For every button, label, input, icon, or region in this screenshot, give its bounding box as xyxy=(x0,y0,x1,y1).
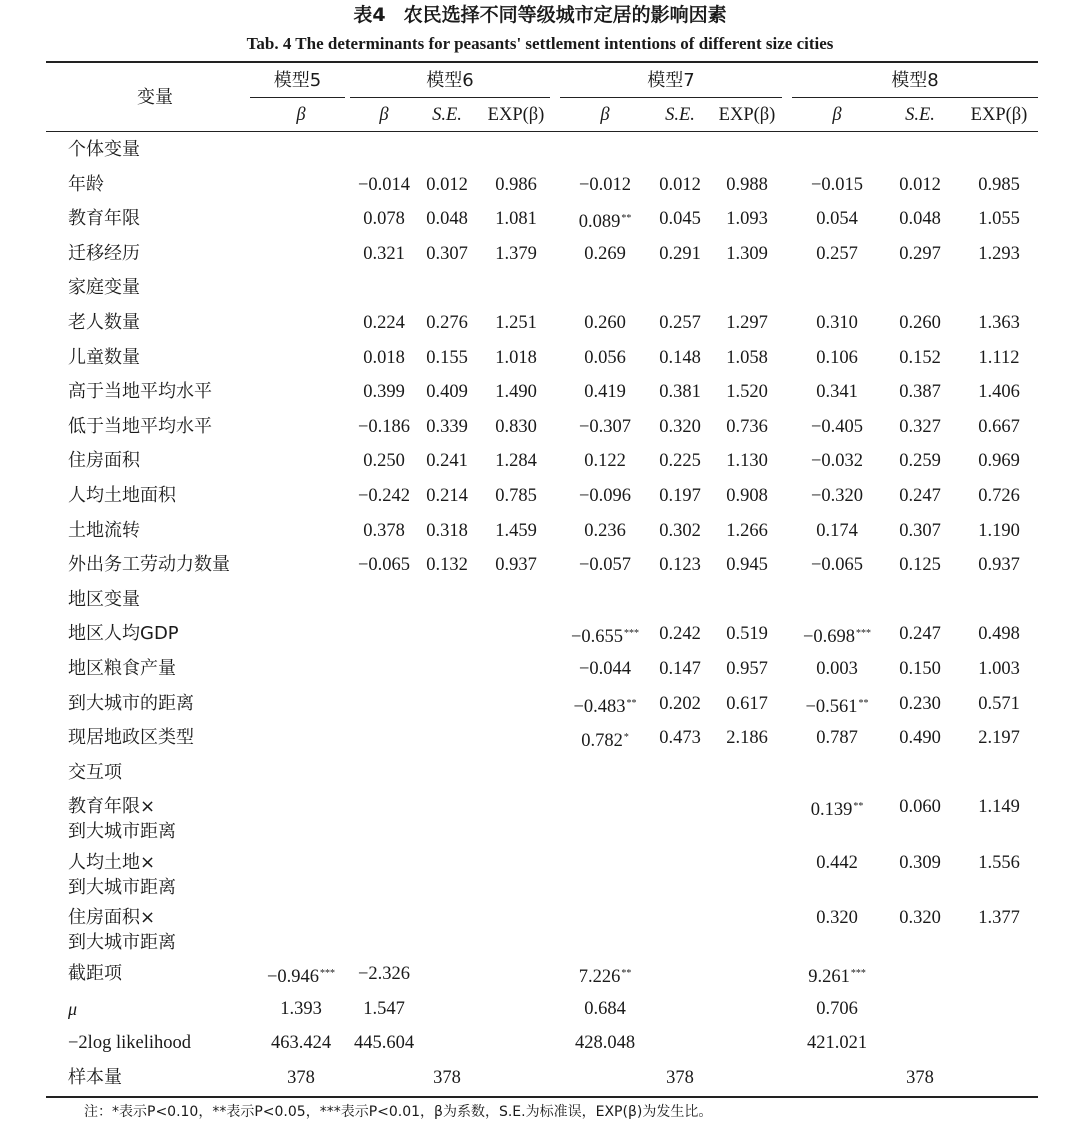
table-cell: −0.012 xyxy=(578,174,632,195)
subheader-beta-1: β xyxy=(379,105,389,125)
table-cell: 0.089** xyxy=(578,212,632,233)
table-cell: 445.604 xyxy=(353,1033,415,1054)
row-label: 住房面积× xyxy=(68,907,156,929)
table-cell: 0.787 xyxy=(816,728,858,749)
table-cell: 0.318 xyxy=(426,520,468,541)
significance-stars: ** xyxy=(621,213,632,225)
table-cell: 1.018 xyxy=(495,347,537,368)
table-cell: 421.021 xyxy=(806,1033,868,1054)
table-cell: 0.297 xyxy=(899,243,941,264)
table-cell: 0.571 xyxy=(978,693,1020,714)
row-label: 交互项 xyxy=(68,761,122,783)
table-cell: 0.985 xyxy=(978,174,1020,195)
table-cell: −0.242 xyxy=(357,486,411,506)
table-cell: 1.406 xyxy=(978,382,1020,403)
significance-stars: *** xyxy=(320,967,336,979)
table-cell: 0.155 xyxy=(426,347,468,368)
table-cell: 0.736 xyxy=(726,416,768,437)
table-cell: 0.291 xyxy=(659,243,701,264)
table-cell: 0.320 xyxy=(899,908,941,929)
row-label: 样本量 xyxy=(68,1066,122,1088)
subheader-beta-7: β xyxy=(832,105,842,125)
significance-stars: * xyxy=(623,732,629,744)
model5-underline xyxy=(250,97,345,98)
row-label: 低于当地平均水平 xyxy=(68,415,212,437)
table-cell: 2.186 xyxy=(726,728,768,749)
table-cell: 1.093 xyxy=(726,209,768,230)
row-label-cont: 到大城市距离 xyxy=(68,932,176,954)
table-cell: 1.284 xyxy=(495,451,537,472)
table-cell: 0.320 xyxy=(816,908,858,929)
row-label: 年龄 xyxy=(68,173,104,195)
table-cell: 0.684 xyxy=(584,998,626,1019)
table-cell: 1.081 xyxy=(495,209,537,230)
table-cell: 0.242 xyxy=(659,624,701,645)
table-cell: −0.483** xyxy=(573,696,637,717)
table-cell: 378 xyxy=(906,1067,934,1088)
significance-stars: ** xyxy=(858,697,869,709)
table-cell: 0.726 xyxy=(978,486,1020,506)
table-cell: −0.307 xyxy=(578,416,632,437)
row-label: 土地流转 xyxy=(68,519,140,541)
table-title-cn xyxy=(0,2,1080,28)
table-cell: 0.078 xyxy=(363,209,405,230)
table-cell: 0.048 xyxy=(426,209,468,230)
table-cell: 0.106 xyxy=(816,347,858,368)
table-cell: 0.257 xyxy=(659,313,701,333)
table-cell: 1.520 xyxy=(726,382,768,403)
table-cell: 0.236 xyxy=(584,520,626,541)
row-label: 儿童数量 xyxy=(68,346,140,368)
table-cell: 0.519 xyxy=(726,624,768,645)
table-cell: −0.057 xyxy=(578,555,632,576)
table-cell: 0.260 xyxy=(584,313,626,333)
table-cell: 1.251 xyxy=(495,313,537,333)
table-cell: 0.490 xyxy=(899,728,941,749)
table-cell: 0.908 xyxy=(726,486,768,506)
row-label: −2log likelihood xyxy=(68,1033,191,1054)
model6-header: 模型6 xyxy=(426,70,474,91)
table-cell: −0.015 xyxy=(810,174,864,195)
table-cell: 0.056 xyxy=(584,347,626,368)
row-label: 地区人均GDP xyxy=(68,623,179,645)
row-label-cont: 到大城市距离 xyxy=(68,821,176,843)
table-cell: 0.174 xyxy=(816,520,858,541)
table-cell: 0.473 xyxy=(659,728,701,749)
table-cell: −0.561** xyxy=(805,696,869,717)
table-title-text: 农民选择不同等级城市定居的影响因素 xyxy=(403,4,727,26)
table-number: 表4 xyxy=(353,4,386,26)
table-cell: 1.058 xyxy=(726,347,768,368)
table-cell: −0.320 xyxy=(810,486,864,506)
table-cell: 1.190 xyxy=(978,520,1020,541)
table-cell: 0.152 xyxy=(899,347,941,368)
table-cell: −0.044 xyxy=(578,659,632,679)
table-cell: 7.226** xyxy=(578,966,632,987)
row-label: 老人数量 xyxy=(68,312,140,333)
table-cell: 0.399 xyxy=(363,382,405,403)
table-cell: 0.259 xyxy=(899,451,941,472)
bottom-rule xyxy=(46,1096,1038,1098)
table-cell: 1.393 xyxy=(280,998,322,1019)
table-cell: 0.250 xyxy=(363,451,405,472)
table-cell: 0.498 xyxy=(978,624,1020,645)
table-cell: −0.032 xyxy=(810,451,864,472)
model6-underline xyxy=(350,97,550,98)
subheader-beta-0: β xyxy=(296,105,306,125)
table-cell: 0.409 xyxy=(426,382,468,403)
model7-header: 模型7 xyxy=(647,70,695,91)
table-cell: 0.307 xyxy=(899,520,941,541)
table-cell: 0.986 xyxy=(495,174,537,195)
model5-header: 模型5 xyxy=(273,70,322,91)
table-cell: 0.241 xyxy=(426,451,468,472)
table-cell: 0.247 xyxy=(899,624,941,645)
table-cell: 1.547 xyxy=(363,998,405,1019)
table-cell: 0.260 xyxy=(899,313,941,333)
subheader-exp-3: EXP(β) xyxy=(487,105,545,125)
table-cell: 2.197 xyxy=(978,728,1020,749)
row-label: 截距项 xyxy=(68,962,122,984)
row-label: 人均土地面积 xyxy=(68,485,176,506)
table-cell: −0.655*** xyxy=(570,627,640,648)
row-label: 外出务工劳动力数量 xyxy=(68,554,230,576)
footnote xyxy=(84,1103,712,1121)
table-cell: 0.048 xyxy=(899,209,941,230)
top-rule xyxy=(46,61,1038,63)
table-cell: 0.957 xyxy=(726,659,768,679)
table-cell: −0.065 xyxy=(357,555,411,576)
table-cell: 0.225 xyxy=(659,451,701,472)
row-label: μ xyxy=(68,998,78,1019)
table-cell: 1.490 xyxy=(495,382,537,403)
table-cell: 0.782* xyxy=(581,731,629,752)
table-cell: 0.830 xyxy=(495,416,537,437)
table-cell: 0.320 xyxy=(659,416,701,437)
table-cell: 1.363 xyxy=(978,313,1020,333)
row-label: 迁移经历 xyxy=(68,242,140,264)
significance-stars: ** xyxy=(853,801,864,813)
table-cell: 0.122 xyxy=(584,451,626,472)
table-cell: −0.186 xyxy=(357,416,411,437)
table-cell: 0.937 xyxy=(978,555,1020,576)
table-cell: 9.261*** xyxy=(808,966,866,987)
table-cell: 0.125 xyxy=(899,555,941,576)
row-label: 到大城市的距离 xyxy=(68,692,194,714)
row-label: 家庭变量 xyxy=(68,277,140,299)
table-cell: 0.309 xyxy=(899,852,941,873)
row-label: 地区变量 xyxy=(68,588,140,610)
subheader-se-8: S.E. xyxy=(905,105,935,125)
subheader-beta-4: β xyxy=(600,105,610,125)
table-cell: 0.339 xyxy=(426,416,468,437)
table-cell: −0.096 xyxy=(578,486,632,506)
table-cell: 0.202 xyxy=(659,693,701,714)
table-cell: 0.003 xyxy=(816,659,858,679)
row-label: 住房面积 xyxy=(68,450,140,472)
table-cell: 1.130 xyxy=(726,451,768,472)
table-cell: 0.054 xyxy=(816,209,858,230)
row-label: 现居地政区类型 xyxy=(68,727,194,749)
table-title-en: Tab. 4 The determinants for peasants' settlement intentions of different size cities xyxy=(246,34,834,53)
subheader-se-2: S.E. xyxy=(432,105,462,125)
table-cell: 0.617 xyxy=(726,693,768,714)
header-rule xyxy=(46,131,1038,132)
row-label: 地区粮食产量 xyxy=(68,658,176,679)
table-cell: 1.309 xyxy=(726,243,768,264)
table-cell: −0.065 xyxy=(810,555,864,576)
table-cell: 0.327 xyxy=(899,416,941,437)
table-cell: 1.055 xyxy=(978,209,1020,230)
significance-stars: *** xyxy=(856,628,872,640)
table-cell: 0.307 xyxy=(426,243,468,264)
table-cell: 1.112 xyxy=(978,347,1020,368)
table-cell: 378 xyxy=(287,1067,315,1088)
table-cell: 0.667 xyxy=(978,416,1020,437)
table-cell: 0.018 xyxy=(363,347,405,368)
significance-stars: ** xyxy=(621,967,632,979)
table-cell: 0.341 xyxy=(816,382,858,403)
table-cell: 0.276 xyxy=(426,313,468,333)
table-cell: −0.405 xyxy=(810,416,864,437)
row-label-cont: 到大城市距离 xyxy=(68,876,176,898)
table-cell: −0.698*** xyxy=(802,627,872,648)
table-cell: 378 xyxy=(666,1067,694,1088)
table-cell: 0.988 xyxy=(726,174,768,195)
table-cell: 1.556 xyxy=(978,852,1020,873)
row-label: 教育年限× xyxy=(68,796,156,818)
table-cell: 0.150 xyxy=(899,659,941,679)
model8-header: 模型8 xyxy=(891,70,939,91)
model8-underline xyxy=(792,97,1038,98)
table-cell: 0.214 xyxy=(426,486,468,506)
variable-header: 变量 xyxy=(137,87,173,108)
table-cell: 0.230 xyxy=(899,693,941,714)
table-cell: 0.937 xyxy=(495,555,537,576)
table-cell: 0.012 xyxy=(659,174,701,195)
table-cell: 0.197 xyxy=(659,486,701,506)
table-cell: 0.378 xyxy=(363,520,405,541)
table-cell: 0.139** xyxy=(810,800,864,821)
table-cell: 0.381 xyxy=(659,382,701,403)
table-cell: 0.969 xyxy=(978,451,1020,472)
table-cell: 0.012 xyxy=(899,174,941,195)
table-cell: 0.123 xyxy=(659,555,701,576)
table-cell: 0.148 xyxy=(659,347,701,368)
model7-underline xyxy=(560,97,782,98)
table-cell: 1.293 xyxy=(978,243,1020,264)
table-cell: 0.387 xyxy=(899,382,941,403)
table-cell: 0.269 xyxy=(584,243,626,264)
table-cell: 0.247 xyxy=(899,486,941,506)
table-cell: 0.045 xyxy=(659,209,701,230)
subheader-se-5: S.E. xyxy=(665,105,695,125)
table-cell: −0.946*** xyxy=(266,966,336,987)
table-cell: 1.297 xyxy=(726,313,768,333)
table-cell: 378 xyxy=(433,1067,461,1088)
table-cell: 0.442 xyxy=(816,852,858,873)
table-cell: 1.459 xyxy=(495,520,537,541)
table-cell: 463.424 xyxy=(270,1033,332,1054)
table-cell: −2.326 xyxy=(357,963,411,984)
table-cell: 0.310 xyxy=(816,313,858,333)
table-cell: 0.419 xyxy=(584,382,626,403)
footnote-text: 注：*表示P<0.10，**表示P<0.05，***表示P<0.01，β为系数，S.E.为标准误，EXP(β)为发生比。 xyxy=(84,1104,713,1120)
table-cell: 1.379 xyxy=(495,243,537,264)
significance-stars: *** xyxy=(624,628,640,640)
table-cell: 0.321 xyxy=(363,243,405,264)
table-cell: 1.149 xyxy=(978,797,1020,818)
significance-stars: ** xyxy=(626,697,637,709)
table-cell: −0.014 xyxy=(357,174,411,195)
subheader-exp-6: EXP(β) xyxy=(718,105,776,125)
table-cell: 0.012 xyxy=(426,174,468,195)
table-cell: 0.945 xyxy=(726,555,768,576)
subheader-exp-9: EXP(β) xyxy=(970,105,1028,125)
table-cell: 428.048 xyxy=(574,1033,636,1054)
table-cell: 0.257 xyxy=(816,243,858,264)
row-label: 个体变量 xyxy=(68,139,140,160)
row-label: 高于当地平均水平 xyxy=(68,381,212,403)
table-cell: 1.377 xyxy=(978,908,1020,929)
significance-stars: *** xyxy=(850,967,866,979)
table-cell: 1.266 xyxy=(726,520,768,541)
table-cell: 0.147 xyxy=(659,659,701,679)
row-label: 人均土地× xyxy=(68,851,156,873)
row-label: 教育年限 xyxy=(68,208,140,230)
table-cell: 1.003 xyxy=(978,659,1020,679)
table-cell: 0.224 xyxy=(363,313,405,333)
table-cell: 0.302 xyxy=(659,520,701,541)
table-cell: 0.060 xyxy=(899,797,941,818)
table-cell: 0.706 xyxy=(816,998,858,1019)
table-cell: 0.785 xyxy=(495,486,537,506)
table-cell: 0.132 xyxy=(426,555,468,576)
